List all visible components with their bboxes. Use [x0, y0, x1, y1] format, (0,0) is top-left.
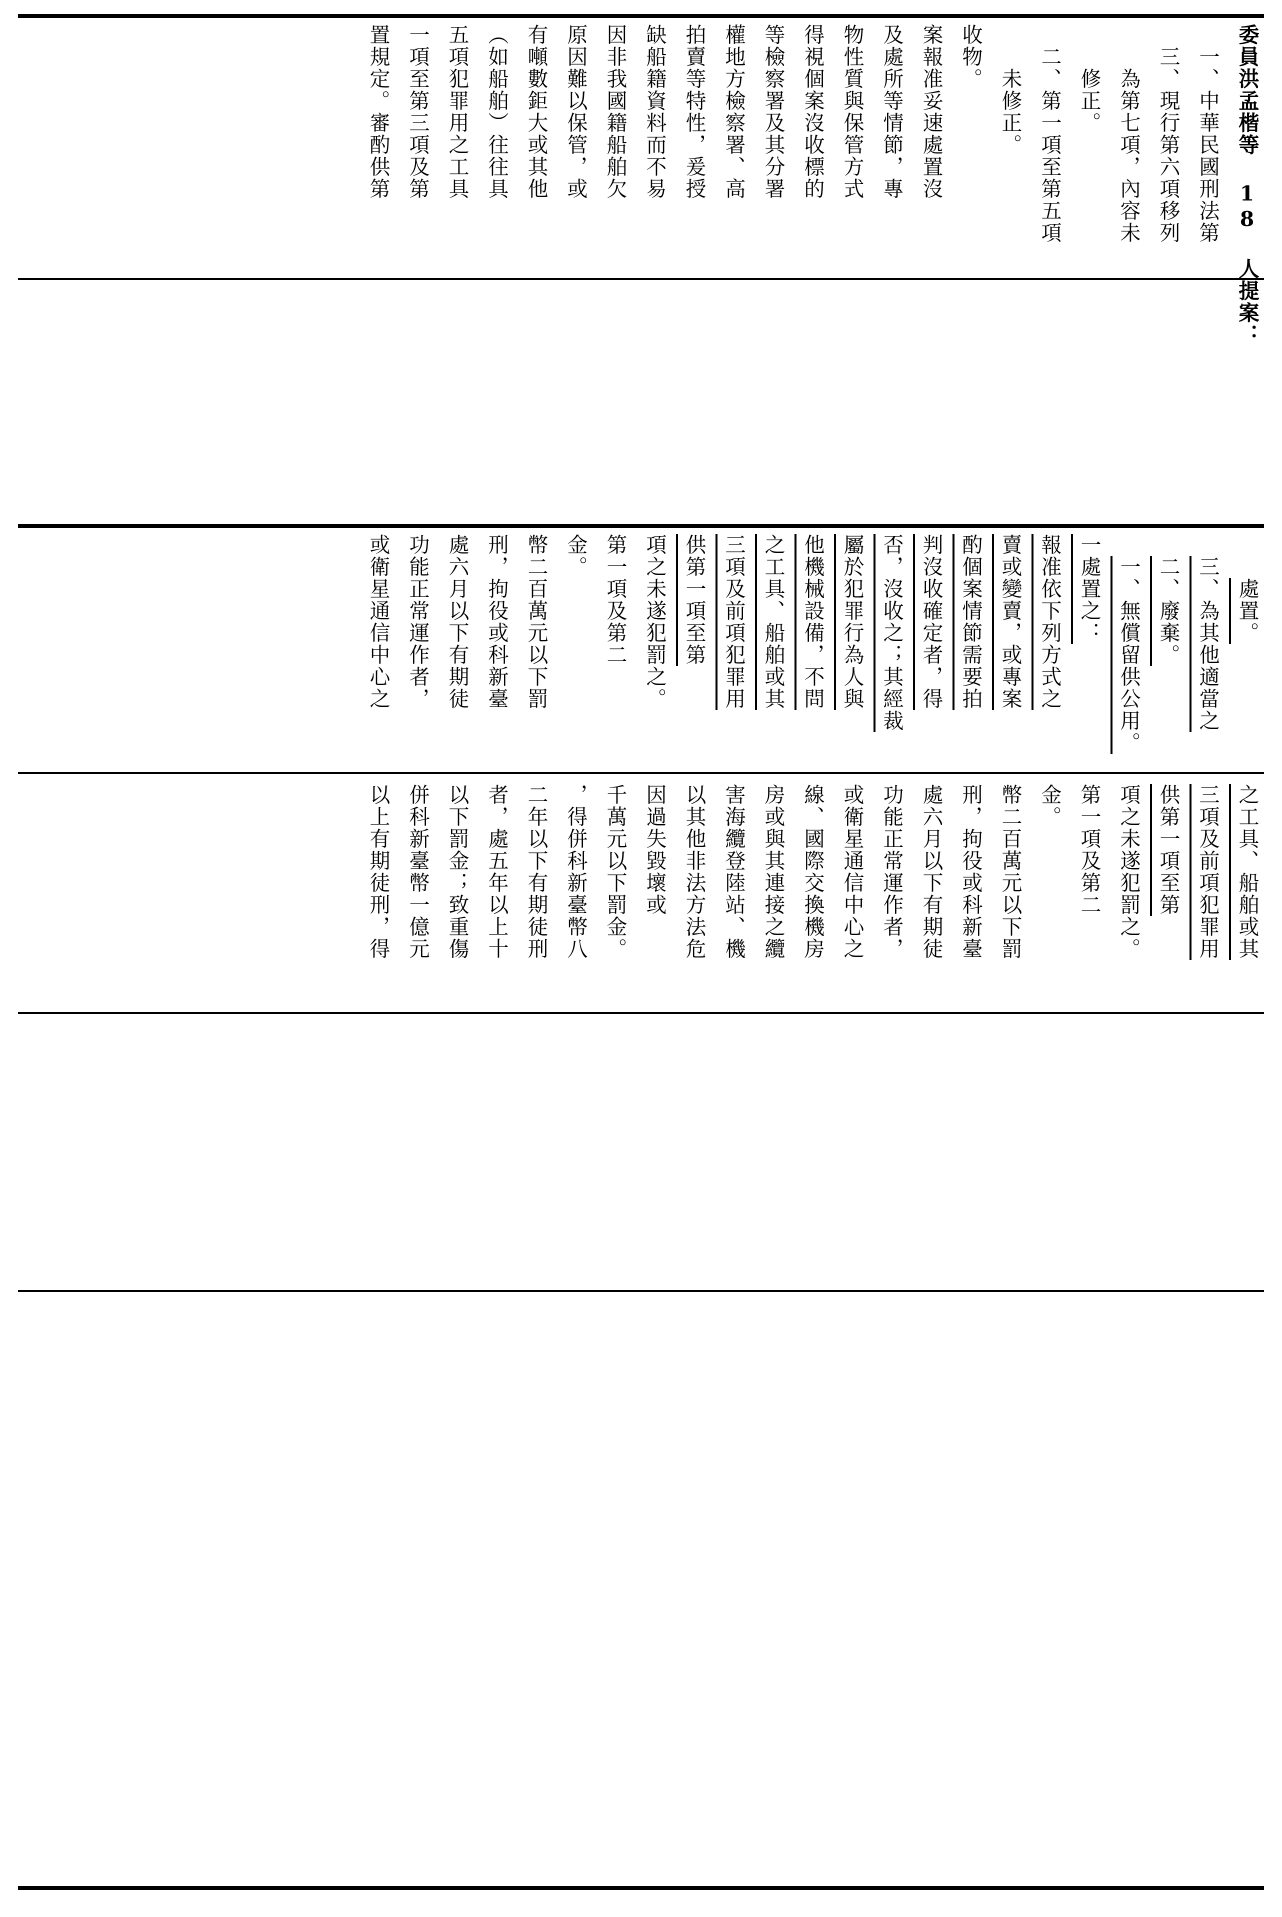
text-line: 及處所等情節，專	[879, 24, 904, 200]
text-line: 處六月以下有期徒	[445, 534, 469, 710]
text-line: 一、中華民國刑法第	[1195, 46, 1220, 244]
text-line: 報准依下列方式之	[1037, 534, 1062, 710]
text-line: 二、廢棄。	[1156, 556, 1180, 666]
text-line: 酌個案情節需要拍	[958, 534, 983, 710]
text-line: 否，沒收之；其經裁	[879, 534, 904, 732]
text-line: 房或與其連接之纜	[761, 784, 785, 960]
text-line: 原因難以保管，或	[563, 24, 588, 200]
text-line: 項之未遂犯罰之。	[642, 534, 667, 710]
text-line: 二、第一項至第五項	[1037, 46, 1062, 244]
text-line: 委員洪孟楷等 18 人提案：	[1235, 24, 1259, 346]
text-line: 得視個案沒收標的	[800, 24, 825, 200]
text-line: 修正。	[1077, 68, 1101, 134]
rule-before-footer	[18, 1290, 1264, 1292]
section-top	[354, 24, 1263, 346]
text-line: 之工具、船舶或其	[1235, 784, 1259, 960]
text-line: 有噸數鉅大或其他	[524, 24, 548, 200]
text-line: 者，處五年以上十	[484, 784, 509, 960]
rule-before-section-2	[18, 524, 1264, 528]
text-line: 未修正。	[998, 68, 1022, 156]
text-line: 案報准妥速處置沒	[919, 24, 943, 200]
text-line: 之工具、船舶或其	[761, 534, 785, 710]
text-line: 刑，拘役或科新臺	[958, 784, 983, 960]
text-line: 一項至第三項及第	[405, 24, 430, 200]
section-middle-lower	[354, 784, 1263, 1006]
text-line: 以下罰金；致重傷	[445, 784, 469, 960]
text-line: 項之未遂犯罰之。	[1116, 784, 1141, 960]
text-line: 權地方檢察署、高	[721, 24, 746, 200]
text-line: 以上有期徒刑，得	[366, 784, 390, 960]
text-line: 幣二百萬元以下罰	[524, 534, 548, 710]
text-line: 處六月以下有期徒	[919, 784, 943, 960]
text-line: 三、為其他適當之	[1195, 556, 1220, 732]
text-line: 以其他非法方法危	[682, 784, 706, 960]
text-line: 千萬元以下罰金。	[603, 784, 627, 960]
text-line: 五項犯罪用之工具	[445, 24, 469, 200]
text-line: 功能正常運作者，	[405, 534, 430, 710]
text-line: 他機械設備，不問	[800, 534, 825, 710]
text-line: 併科新臺幣一億元	[405, 784, 430, 960]
rule-bottom	[18, 1886, 1264, 1890]
text-line: 置規定。審酌供第	[366, 24, 390, 200]
text-line: 供第一項至第	[682, 534, 706, 666]
text-line: 收物。	[958, 24, 983, 90]
text-line: 處置。	[1235, 578, 1259, 644]
rule-between-section-2-3	[18, 772, 1264, 774]
text-line: 拍賣等特性，爰授	[682, 24, 706, 200]
text-line: 三項及前項犯罪用	[721, 534, 746, 710]
rule-after-section-3	[18, 1012, 1264, 1014]
text-line: 缺船籍資料而不易	[642, 24, 667, 200]
text-line: 因非我國籍船舶欠	[603, 24, 627, 200]
text-line: 為第七項，內容未	[1116, 68, 1141, 244]
text-line: 線、國際交換機房	[800, 784, 825, 960]
text-line: 物性質與保管方式	[840, 24, 864, 200]
text-line: ，得併科新臺幣八	[563, 784, 588, 960]
text-line: 三、現行第六項移列	[1156, 46, 1180, 244]
text-line: 一、無償留供公用。	[1116, 556, 1141, 754]
text-line: 功能正常運作者，	[879, 784, 904, 960]
text-line: （如船舶）往往具	[484, 24, 509, 200]
text-line: 第一項及第二	[603, 534, 627, 666]
text-line: 刑，拘役或科新臺	[484, 534, 509, 710]
text-line: 金。	[563, 534, 588, 578]
text-line: 因過失毀壞或	[642, 784, 667, 916]
rule-top	[18, 14, 1264, 18]
text-line: 或衛星通信中心之	[840, 784, 864, 960]
rule-after-section-1	[18, 278, 1264, 280]
section-middle-upper	[354, 534, 1263, 762]
text-line: 第一項及第二	[1077, 784, 1101, 916]
text-line: 二年以下有期徒刑	[524, 784, 548, 960]
text-line: 金。	[1037, 784, 1062, 828]
text-line: 判沒收確定者，得	[919, 534, 943, 710]
text-line: 屬於犯罪行為人與	[840, 534, 864, 710]
text-line: 或衛星通信中心之	[366, 534, 390, 710]
text-line: 害海纜登陸站、機	[721, 784, 746, 960]
text-line: 供第一項至第	[1156, 784, 1180, 916]
text-line: 一處置之：	[1077, 534, 1101, 644]
text-line: 三項及前項犯罪用	[1195, 784, 1220, 960]
text-line: 賣或變賣，或專案	[998, 534, 1022, 710]
text-line: 幣二百萬元以下罰	[998, 784, 1022, 960]
text-line: 等檢察署及其分署	[761, 24, 785, 200]
